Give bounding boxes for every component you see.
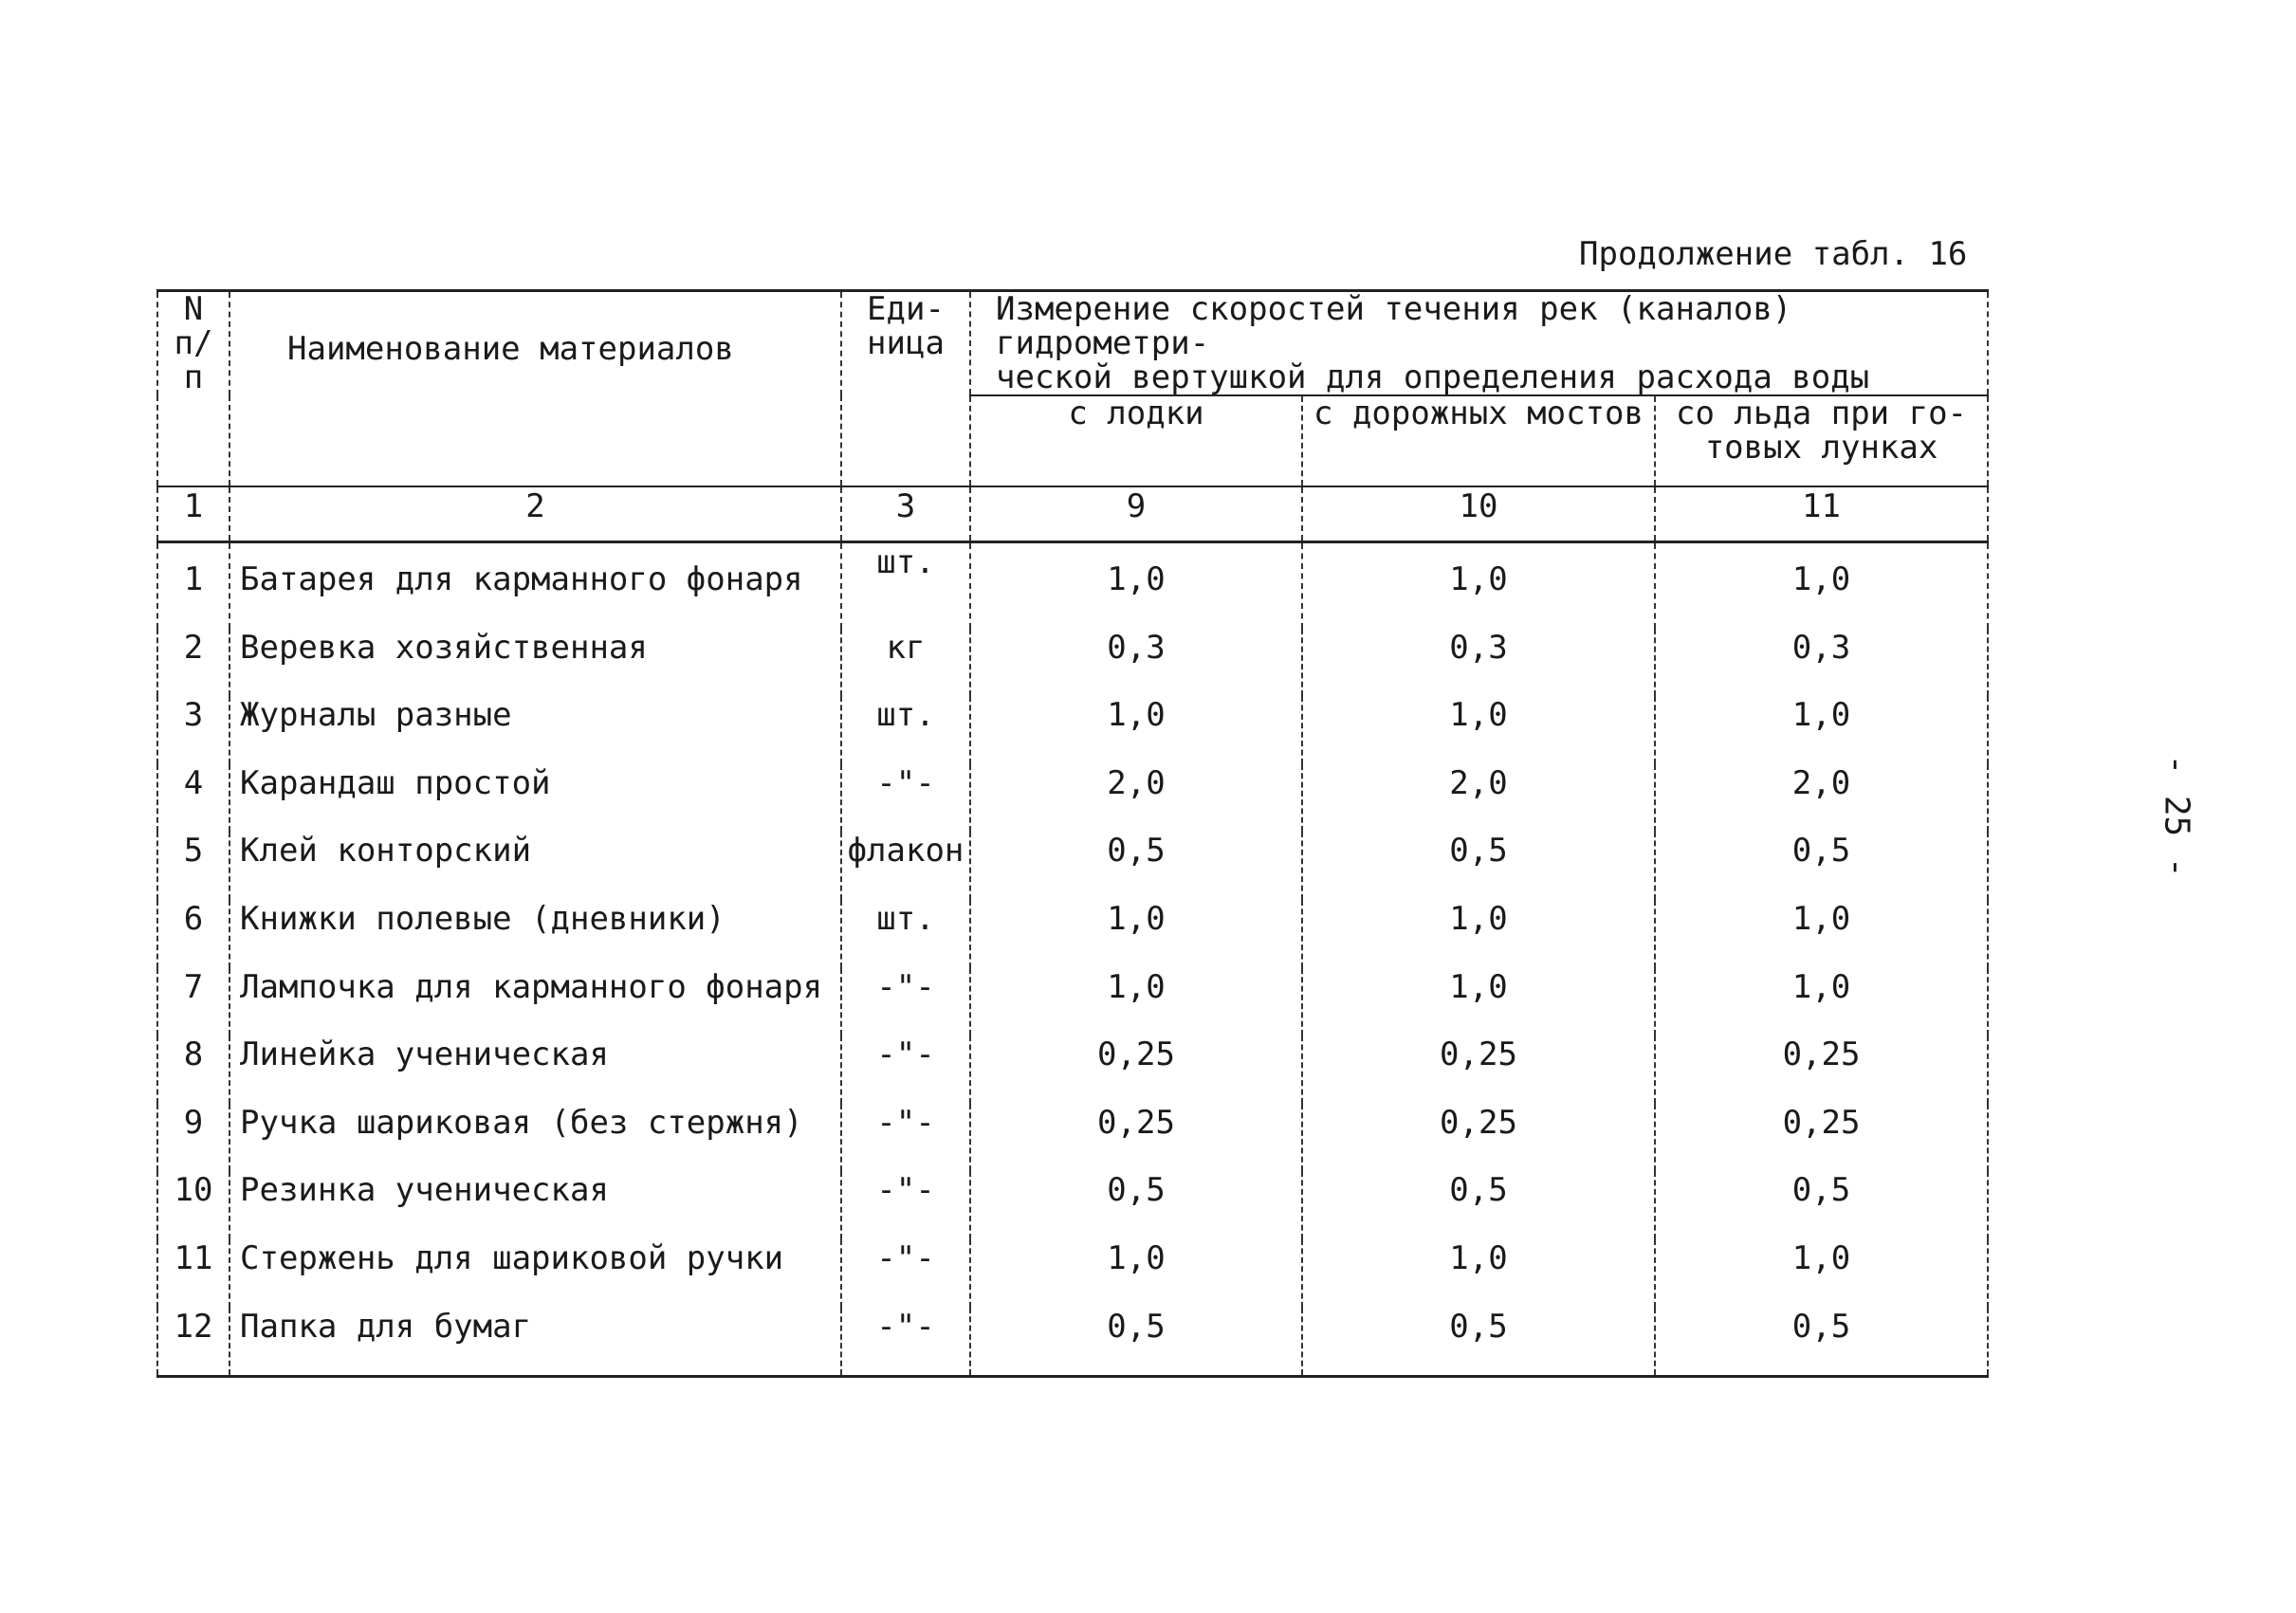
row-value-bridges: 0,25 <box>1302 1104 1655 1172</box>
header-group <box>970 291 1988 396</box>
row-name: Карандаш простой <box>230 764 841 833</box>
row-value-bridges: 2,0 <box>1302 764 1655 833</box>
header-ice-line1: со льда при го- <box>1675 394 1968 432</box>
colnum-10: 10 <box>1302 486 1655 542</box>
row-value-ice: 0,5 <box>1655 1171 1988 1239</box>
row-value-ice: 0,25 <box>1655 1104 1988 1172</box>
table-row <box>157 1036 1988 1104</box>
row-unit: -"- <box>841 764 970 833</box>
header-bridges: с дорожных мостов <box>1302 395 1655 486</box>
row-value-ice: 0,5 <box>1655 832 1988 900</box>
row-value-ice: 2,0 <box>1655 764 1988 833</box>
row-unit: -"- <box>841 968 970 1036</box>
row-num: 10 <box>157 1171 230 1239</box>
materials-table <box>156 289 1989 1378</box>
row-value-bridges: 1,0 <box>1302 1239 1655 1308</box>
row-unit: кг <box>841 629 970 697</box>
row-num: 12 <box>157 1308 230 1377</box>
header-num-line2: п/п <box>174 324 213 396</box>
row-value-boat: 0,25 <box>970 1036 1302 1104</box>
row-value-boat: 1,0 <box>970 968 1302 1036</box>
row-value-boat: 0,5 <box>970 1171 1302 1239</box>
row-value-boat: 1,0 <box>970 900 1302 968</box>
row-value-bridges: 1,0 <box>1302 696 1655 764</box>
header-group-line2: ческой вертушкой для определения расхода воды <box>996 358 1870 396</box>
row-unit: флакон <box>841 832 970 900</box>
page-number: - 25 - <box>2157 754 2196 878</box>
row-name: Папка для бумаг <box>230 1308 841 1377</box>
row-name: Книжки полевые (дневники) <box>230 900 841 968</box>
row-value-ice: 1,0 <box>1655 968 1988 1036</box>
row-value-boat: 0,5 <box>970 1308 1302 1377</box>
row-unit: шт. <box>841 542 970 629</box>
table-row <box>157 1308 1988 1377</box>
row-num: 4 <box>157 764 230 833</box>
row-value-ice: 0,25 <box>1655 1036 1988 1104</box>
row-value-bridges: 0,5 <box>1302 1171 1655 1239</box>
colnum-9: 9 <box>970 486 1302 542</box>
row-value-bridges: 1,0 <box>1302 900 1655 968</box>
table-row <box>157 696 1988 764</box>
header-name-text: Наименование материалов <box>287 330 734 368</box>
row-unit: -"- <box>841 1239 970 1308</box>
header-num-line1: N <box>183 290 204 328</box>
table-row <box>157 900 1988 968</box>
colnum-11: 11 <box>1655 486 1988 542</box>
row-value-bridges: 0,5 <box>1302 832 1655 900</box>
row-value-bridges: 0,25 <box>1302 1036 1655 1104</box>
row-num: 7 <box>157 968 230 1036</box>
row-num: 3 <box>157 696 230 764</box>
table-row <box>157 629 1988 697</box>
row-value-bridges: 0,5 <box>1302 1308 1655 1377</box>
table-row <box>157 1239 1988 1308</box>
row-value-boat: 1,0 <box>970 542 1302 629</box>
row-name: Стержень для шариковой ручки <box>230 1239 841 1308</box>
row-name: Клей конторский <box>230 832 841 900</box>
header-row <box>157 291 1988 396</box>
header-unit <box>841 291 970 487</box>
row-name: Линейка ученическая <box>230 1036 841 1104</box>
row-value-ice: 0,3 <box>1655 629 1988 697</box>
row-value-bridges: 1,0 <box>1302 542 1655 629</box>
row-value-ice: 1,0 <box>1655 696 1988 764</box>
table-row <box>157 764 1988 833</box>
header-name <box>230 291 841 487</box>
row-value-boat: 0,5 <box>970 832 1302 900</box>
table-caption: Продолжение табл. 16 <box>1579 235 1968 273</box>
header-num <box>157 291 230 487</box>
row-name: Журналы разные <box>230 696 841 764</box>
table-row <box>157 1171 1988 1239</box>
row-num: 6 <box>157 900 230 968</box>
row-num: 2 <box>157 629 230 697</box>
row-value-ice: 1,0 <box>1655 1239 1988 1308</box>
colnum-2: 2 <box>230 486 841 542</box>
row-value-ice: 1,0 <box>1655 900 1988 968</box>
colnum-1: 1 <box>157 486 230 542</box>
row-value-boat: 1,0 <box>970 1239 1302 1308</box>
row-unit: шт. <box>841 900 970 968</box>
row-name: Веревка хозяйственная <box>230 629 841 697</box>
row-value-boat: 0,25 <box>970 1104 1302 1172</box>
row-unit: шт. <box>841 696 970 764</box>
row-value-bridges: 1,0 <box>1302 968 1655 1036</box>
colnum-3: 3 <box>841 486 970 542</box>
row-value-boat: 0,3 <box>970 629 1302 697</box>
row-num: 8 <box>157 1036 230 1104</box>
row-value-bridges: 0,3 <box>1302 629 1655 697</box>
row-name: Ручка шариковая (без стержня) <box>230 1104 841 1172</box>
row-name: Лампочка для карманного фонаря <box>230 968 841 1036</box>
row-unit: -"- <box>841 1171 970 1239</box>
row-num: 11 <box>157 1239 230 1308</box>
row-num: 5 <box>157 832 230 900</box>
table-row <box>157 832 1988 900</box>
table-row <box>157 968 1988 1036</box>
row-value-boat: 2,0 <box>970 764 1302 833</box>
column-number-row <box>157 486 1988 542</box>
row-unit: -"- <box>841 1036 970 1104</box>
row-num: 9 <box>157 1104 230 1172</box>
header-ice-line2: товых лунках <box>1704 429 1938 467</box>
header-unit-line2: ница <box>867 324 945 362</box>
header-ice <box>1655 395 1988 486</box>
row-value-boat: 1,0 <box>970 696 1302 764</box>
table-row <box>157 1104 1988 1172</box>
table-row <box>157 542 1988 629</box>
header-group-line1: Измерение скоростей течения рек (каналов) гидрометри- <box>996 290 1792 362</box>
row-value-ice: 0,5 <box>1655 1308 1988 1377</box>
row-name: Резинка ученическая <box>230 1171 841 1239</box>
row-unit: -"- <box>841 1308 970 1377</box>
header-boat: с лодки <box>970 395 1302 486</box>
row-value-ice: 1,0 <box>1655 542 1988 629</box>
row-unit: -"- <box>841 1104 970 1172</box>
header-unit-line1: Еди- <box>867 290 945 328</box>
row-num: 1 <box>157 542 230 629</box>
row-name: Батарея для карманного фонаря <box>230 542 841 629</box>
